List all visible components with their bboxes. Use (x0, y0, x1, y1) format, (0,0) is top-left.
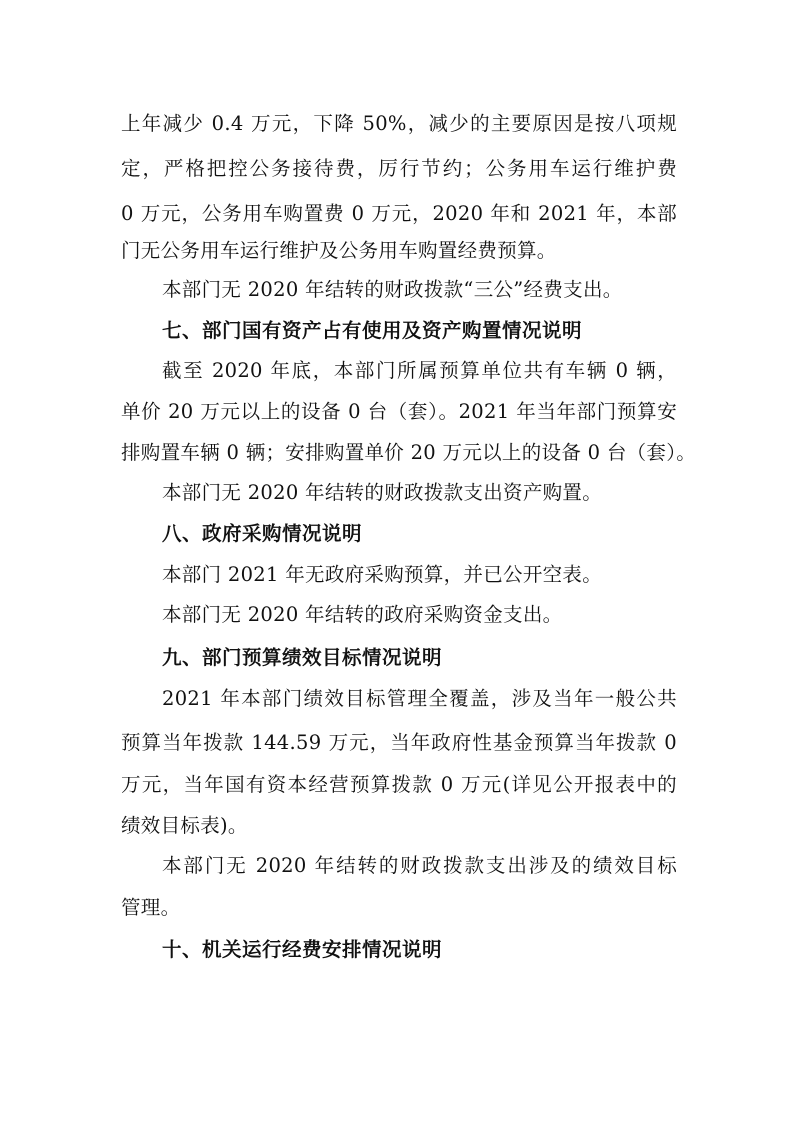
body-text-line: 上年减少 0.4 万元，下降 50%，减少的主要原因是按八项规 (121, 112, 677, 135)
paragraph-line: 2021 年本部门绩效目标管理全覆盖，涉及当年一般公共 (162, 687, 677, 710)
paragraph-line: 本部门无 2020 年结转的财政拨款“三公”经费支出。 (162, 278, 623, 301)
body-text-line: 0 万元，公务用车购置费 0 万元，2020 年和 2021 年，本部 (121, 202, 677, 225)
body-text-line: 单价 20 万元以上的设备 0 台（套）。2021 年当年部门预算安 (121, 400, 677, 423)
paragraph-line: 本部门无 2020 年结转的财政拨款支出资产购置。 (162, 481, 603, 504)
paragraph-line: 本部门无 2020 年结转的政府采购资金支出。 (162, 603, 563, 626)
body-text-line: 预算当年拨款 144.59 万元，当年政府性基金预算当年拨款 0 (121, 731, 677, 754)
body-text-line: 绩效目标表)。 (121, 814, 248, 837)
section-heading-8: 八、政府采购情况说明 (162, 522, 363, 545)
body-text-line: 定，严格把控公务接待费，厉行节约；公务用车运行维护费 (121, 157, 677, 180)
body-text-line: 管理。 (121, 896, 181, 919)
paragraph-line: 本部门无 2020 年结转的财政拨款支出涉及的绩效目标 (162, 854, 677, 877)
section-heading-7: 七、部门国有资产占有使用及资产购置情况说明 (162, 319, 583, 342)
section-heading-9: 九、部门预算绩效目标情况说明 (162, 646, 443, 669)
section-heading-10: 十、机关运行经费安排情况说明 (162, 938, 443, 961)
body-text-line: 排购置车辆 0 辆；安排购置单价 20 万元以上的设备 0 台（套）。 (121, 441, 697, 464)
paragraph-line: 本部门 2021 年无政府采购预算，并已公开空表。 (162, 563, 603, 586)
paragraph-line: 截至 2020 年底，本部门所属预算单位共有车辆 0 辆， (162, 359, 677, 382)
body-text-line: 门无公务用车运行维护及公务用车购置经费预算。 (121, 239, 557, 262)
body-text-line: 万元，当年国有资本经营预算拨款 0 万元(详见公开报表中的 (121, 773, 677, 796)
